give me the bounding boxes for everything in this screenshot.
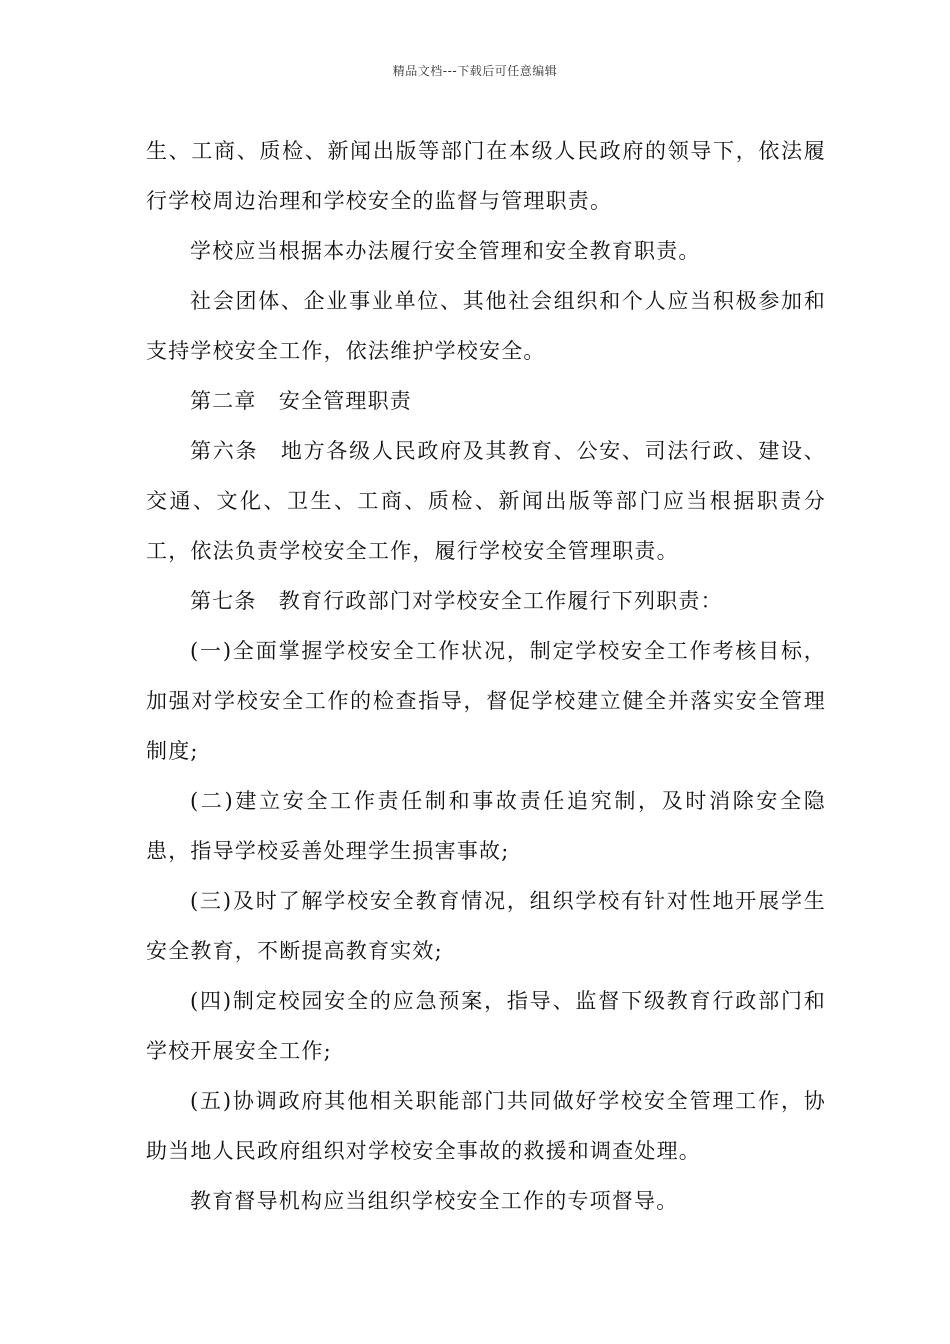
article-6: 第六条 地方各级人民政府及其教育、公安、司法行政、建设、交通、文化、卫生、工商、质检、新闻出版等部门应当根据职责分工，依法负责学校安全工作，履行学校安全管理职责。 <box>146 439 826 563</box>
document-body <box>146 126 826 1226</box>
paragraph-continuation: 生、工商、质检、新闻出版等部门在本级人民政府的领导下，依法履行学校周边治理和学校安全的监督与管理职责。 <box>146 139 826 213</box>
paragraph-school-duty: 学校应当根据本办法履行安全管理和安全教育职责。 <box>190 239 701 263</box>
article-7-item-2: (二)建立安全工作责任制和事故责任追究制，及时消除安全隐患，指导学校妥善处理学生损害事故; <box>146 789 826 863</box>
paragraph-social-participation: 社会团体、企业事业单位、其他社会组织和个人应当积极参加和支持学校安全工作，依法维护学校安全。 <box>146 289 826 363</box>
article-7-item-5: (五)协调政府其他相关职能部门共同做好学校安全管理工作，协助当地人民政府组织对学校安全事故的救援和调查处理。 <box>146 1089 826 1163</box>
page-header: 精品文档---下载后可任意编辑 <box>392 64 558 78</box>
article-7-item-4: (四)制定校园安全的应急预案，指导、监督下级教育行政部门和学校开展安全工作; <box>146 989 826 1063</box>
paragraph-inspection: 教育督导机构应当组织学校安全工作的专项督导。 <box>190 1189 679 1213</box>
article-7-item-1: (一)全面掌握学校安全工作状况，制定学校安全工作考核目标，加强对学校安全工作的检查指导，督促学校建立健全并落实安全管理制度; <box>146 639 826 763</box>
article-7: 第七条 教育行政部门对学校安全工作履行下列职责： <box>190 589 723 613</box>
article-7-item-3: (三)及时了解学校安全教育情况，组织学校有针对性地开展学生安全教育，不断提高教育实效; <box>146 889 826 963</box>
chapter-heading: 第二章 安全管理职责 <box>190 389 412 413</box>
